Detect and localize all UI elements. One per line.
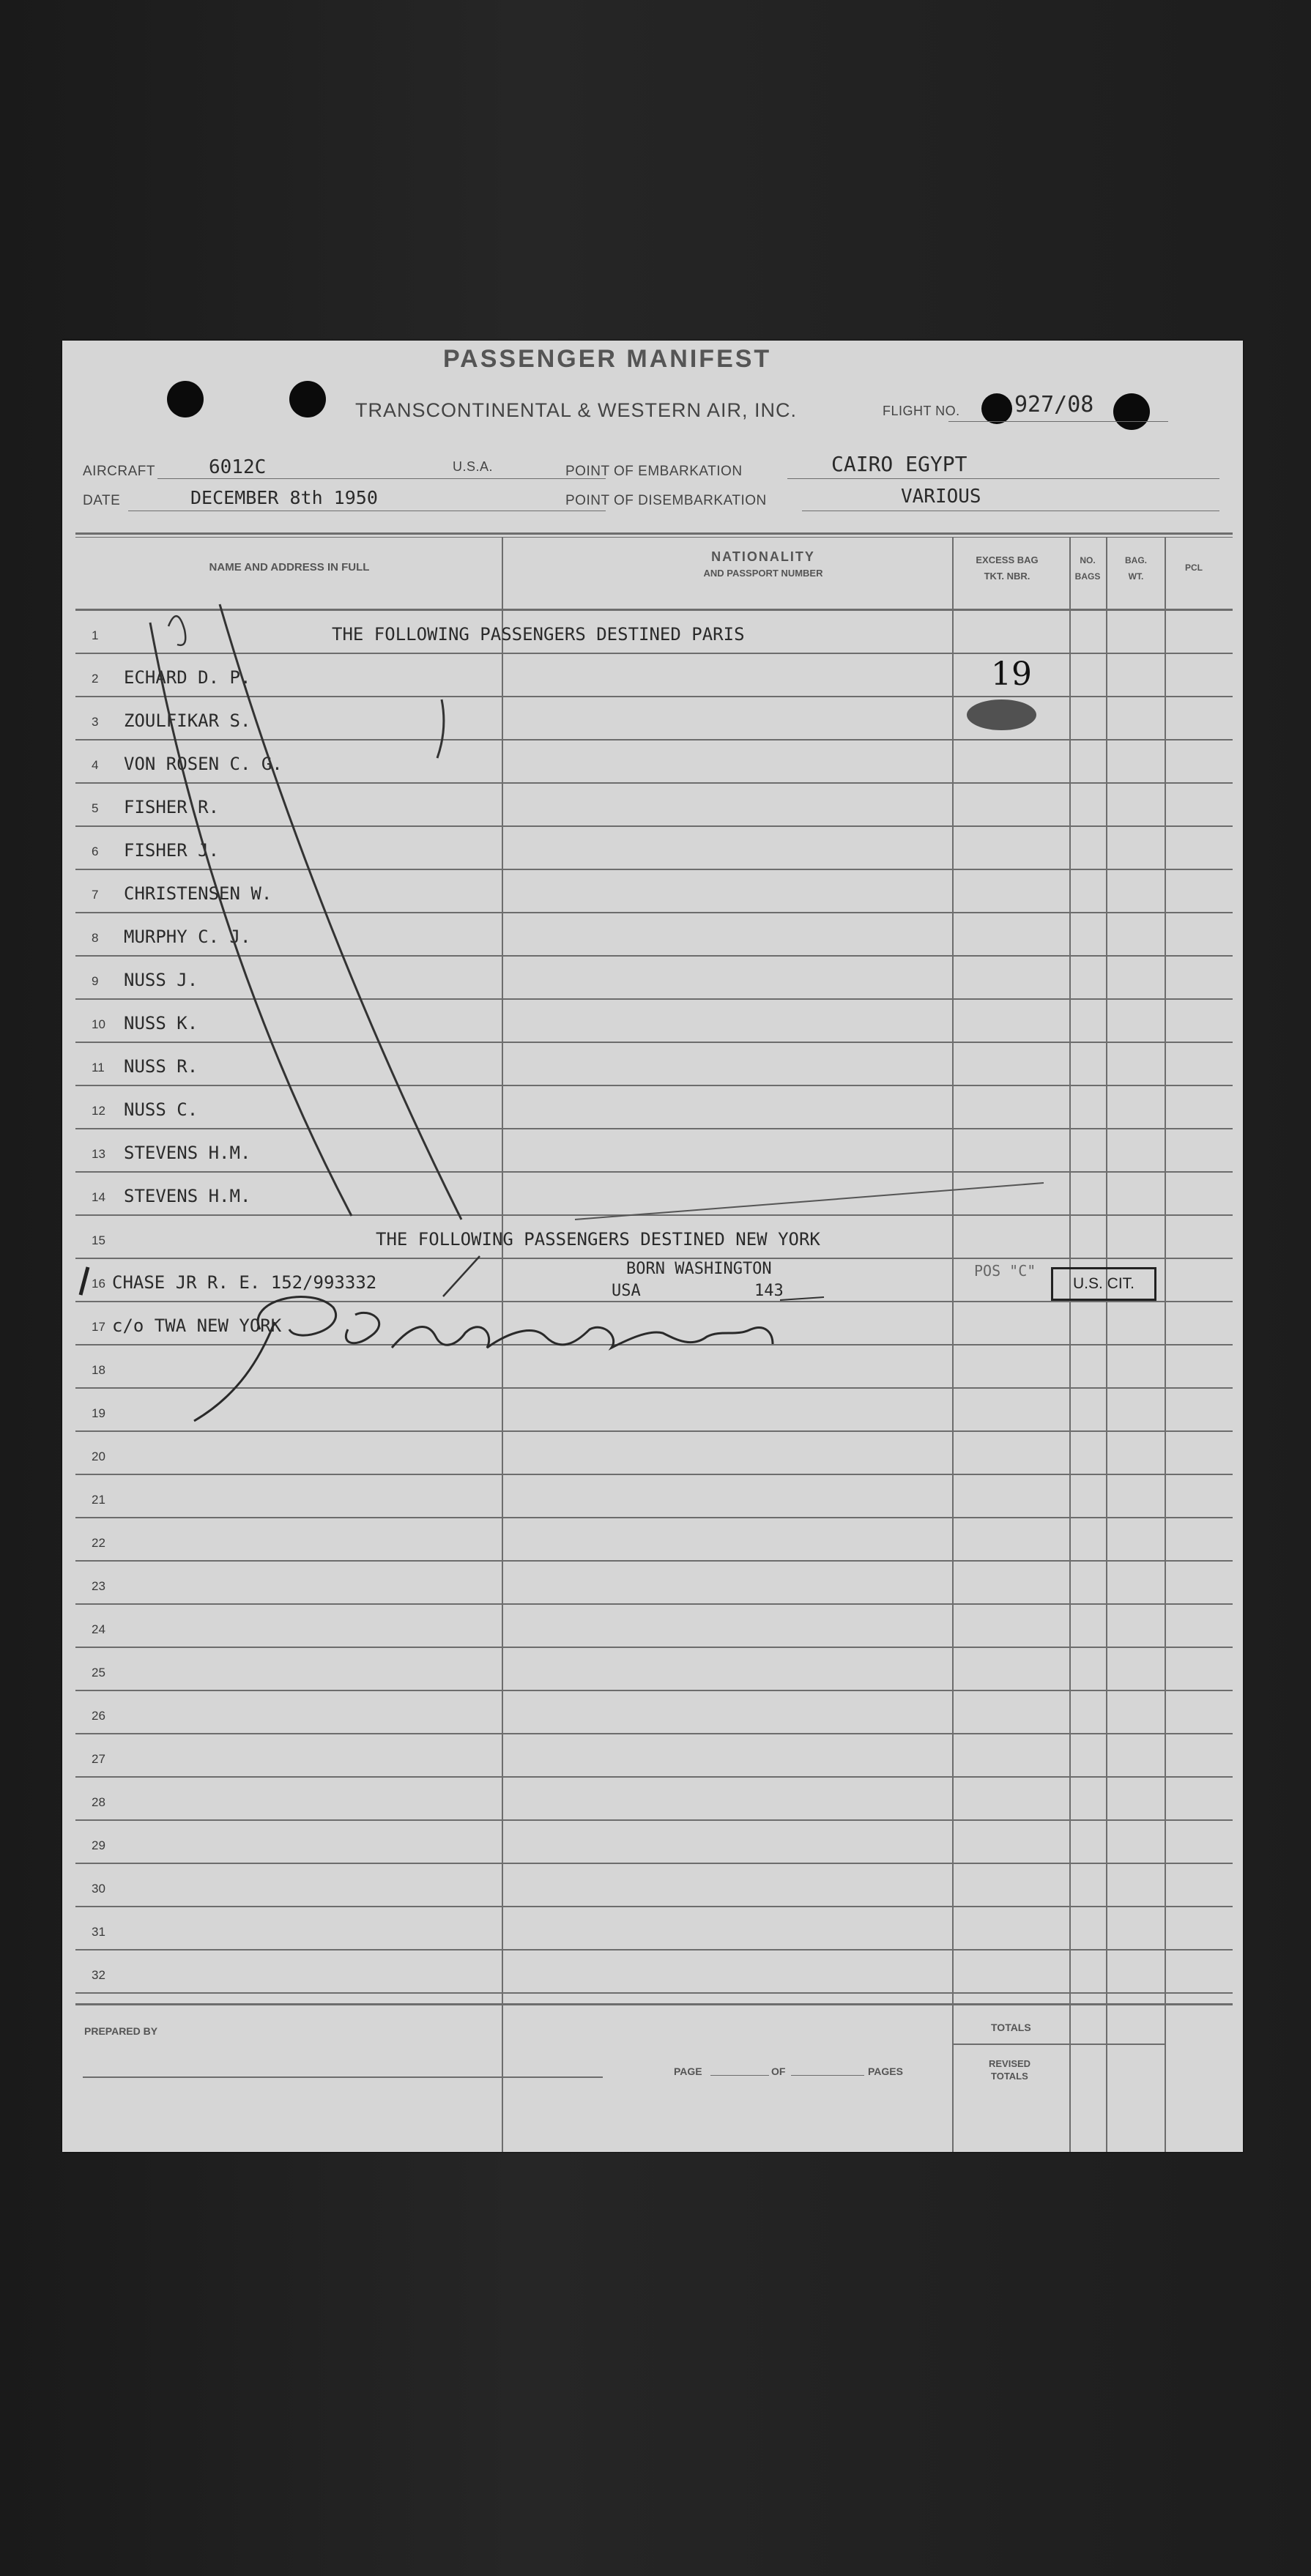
of-line [791,2075,864,2076]
handwritten-count: 19 [991,656,1032,693]
col-bagwt-header: BAG. [1125,555,1147,565]
aircraft-value: 6012C [209,456,267,478]
row-name: THE FOLLOWING PASSENGERS DESTINED PARIS [332,624,745,645]
manifest-sheet [62,341,1243,2152]
col-excess-header: EXCESS BAG [976,554,1039,565]
row-name: MURPHY C. J. [124,927,251,947]
row-number: 28 [92,1795,105,1809]
row-number: 25 [92,1666,105,1679]
row-number: 16 [92,1277,105,1291]
row-number: 27 [92,1752,105,1766]
row-name: STEVENS H.M. [124,1186,251,1206]
revised-totals-label-2: TOTALS [991,2071,1028,2082]
row-number: 11 [92,1061,105,1074]
row-name: NUSS K. [124,1013,198,1033]
page-line [710,2075,769,2076]
date-label: DATE [83,493,121,508]
row-number: 1 [92,628,99,642]
birthplace: BORN WASHINGTON [626,1260,772,1278]
row-number: 14 [92,1190,105,1204]
col-bags-header: NO. [1080,555,1096,565]
passport-number: 143 [754,1282,784,1300]
col-bagwt-header-2: WT. [1128,571,1144,582]
row-number: 22 [92,1536,105,1550]
signature-text: J P Broderick [319,1388,324,1389]
aircraft-registry: U.S.A. [453,459,494,474]
row-name: NUSS R. [124,1056,198,1077]
table-bottom-rule [75,2003,1233,2005]
airline-name: TRANSCONTINENTAL & WESTERN AIR, INC. [355,399,798,421]
disembark-value: VARIOUS [901,486,981,508]
pos-note: POS "C" [974,1262,1036,1280]
row-number: 13 [92,1147,105,1161]
row-number: 5 [92,801,99,815]
row-name: ZOULFIKAR S. [124,710,251,731]
date-value: DECEMBER 8th 1950 [190,487,378,508]
row-name: FISHER J. [124,840,220,861]
row-number: 21 [92,1493,105,1507]
row-number: 9 [92,974,99,988]
disembark-label: POINT OF DISEMBARKATION [565,493,767,508]
embark-label: POINT OF EMBARKATION [565,464,743,479]
row-number: 17 [92,1320,105,1334]
row-name: FISHER R. [124,797,220,817]
col-name-header: NAME AND ADDRESS IN FULL [209,561,370,574]
row-number: 20 [92,1450,105,1463]
row-number: 6 [92,845,99,858]
col-bags-header-2: BAGS [1074,571,1101,582]
row-name: STEVENS H.M. [124,1143,251,1163]
row-number: 15 [92,1233,105,1247]
totals-line [954,2044,1166,2045]
nationality-value: USA [612,1282,641,1300]
signature [150,1278,883,1439]
row-name: c/o TWA NEW YORK [112,1315,282,1336]
col-passport-header: AND PASSPORT NUMBER [703,568,823,579]
row-number: 29 [92,1838,105,1852]
row-number: 26 [92,1709,105,1723]
embark-value: CAIRO EGYPT [831,452,968,476]
row-name: CHRISTENSEN W. [124,883,272,904]
row-number: 30 [92,1882,105,1896]
flight-number: 927/08 [1014,392,1094,417]
row-name: ECHARD D. P. [124,667,251,688]
row-number: 2 [92,672,99,686]
us-citizen-stamp: U.S. CIT. [1051,1267,1156,1301]
aircraft-label: AIRCRAFT [83,464,155,479]
revised-totals-label: REVISED [989,2058,1031,2069]
flight-label: FLIGHT NO. [883,404,960,418]
row-number: 3 [92,715,99,729]
row-number: 24 [92,1622,105,1636]
row-number: 7 [92,888,99,902]
of-label: OF [771,2065,786,2077]
row-name: NUSS C. [124,1099,198,1120]
row-number: 18 [92,1363,105,1377]
col-pcl-header: PCL [1185,563,1203,573]
row-number: 8 [92,931,99,945]
page-label: PAGE [674,2065,702,2077]
row-name: THE FOLLOWING PASSENGERS DESTINED NEW YORK [376,1229,820,1250]
row-number: 23 [92,1579,105,1593]
row-name: NUSS J. [124,970,198,990]
row-number: 32 [92,1968,105,1982]
row-number: 19 [92,1406,105,1420]
row-name: VON ROSEN C. G. [124,754,283,774]
handwritten-marks [62,341,1243,2152]
prepared-by-line [83,2076,603,2078]
pages-label: PAGES [868,2065,903,2077]
prepared-by-label: PREPARED BY [84,2025,158,2037]
row-number: 12 [92,1104,105,1118]
row-number: 31 [92,1925,105,1939]
row-number: 10 [92,1017,105,1031]
totals-label: TOTALS [991,2022,1031,2033]
col-nationality-header: NATIONALITY [711,549,815,564]
row-number: 4 [92,758,99,772]
row-name: CHASE JR R. E. 152/993332 [112,1272,377,1293]
col-excess-tkt-header: TKT. NBR. [984,571,1030,582]
manifest-title: PASSENGER MANIFEST [443,345,772,373]
